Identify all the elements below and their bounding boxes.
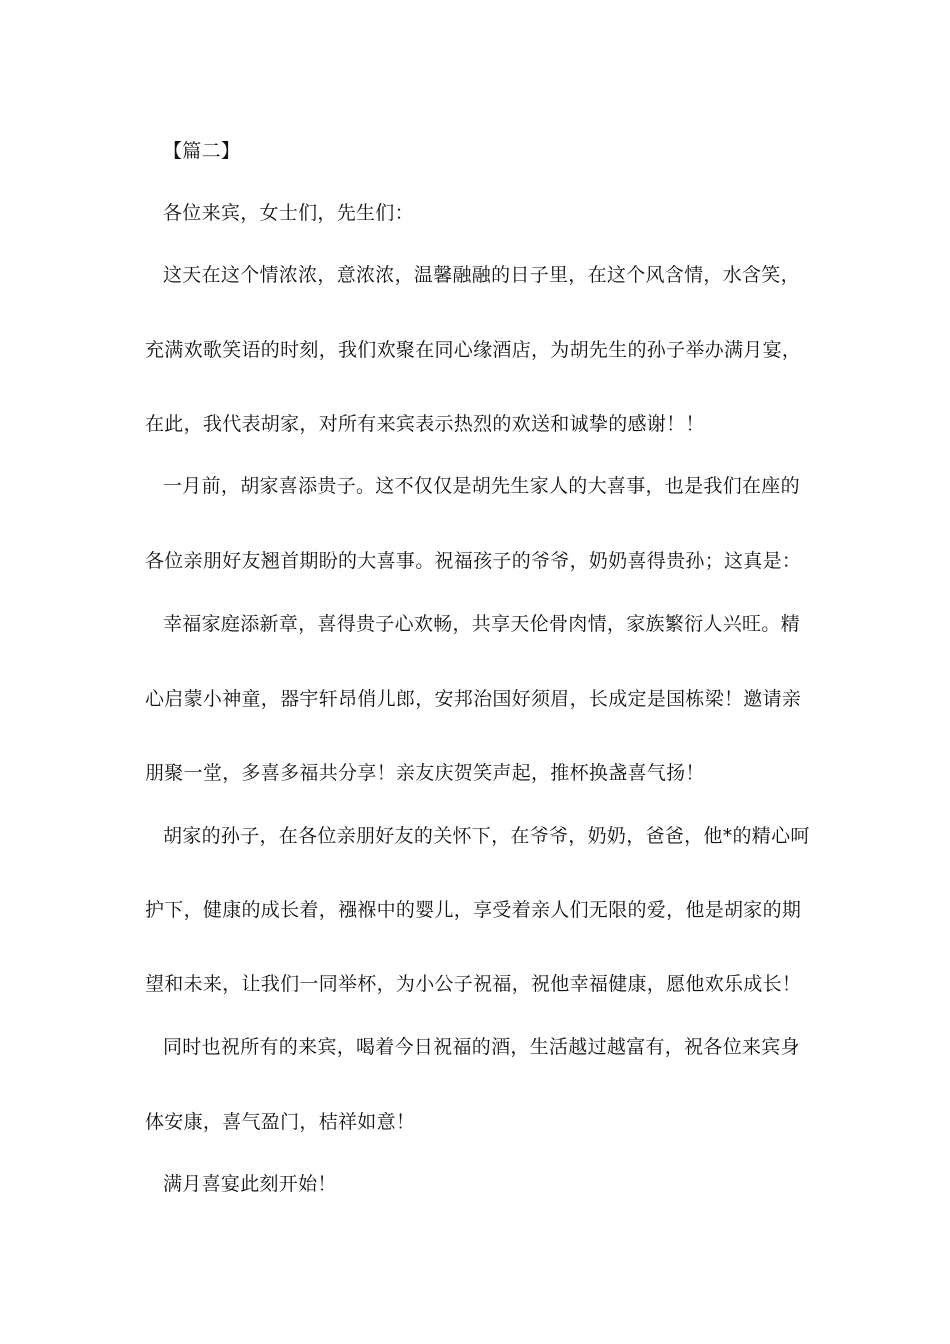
paragraph-line-3: 充满欢歌笑语的时刻，我们欢聚在同心缘酒店，为胡先生的孙子举办满月宴， [145, 339, 802, 361]
paragraph-line-2: 这天在这个情浓浓，意浓浓，温馨融融的日子里，在这个风含情，水含笑， [163, 264, 800, 286]
paragraph-line-13: 同时也祝所有的来宾，喝着今日祝福的酒，生活越过越富有，祝各位来宾身 [163, 1036, 800, 1058]
paragraph-line-8: 心启蒙小神童，器宇轩昂俏儿郎，安邦治国好须眉，长成定是国栋梁！邀请亲 [145, 688, 802, 710]
paragraph-line-7: 幸福家庭添新章，喜得贵子心欢畅，共享天伦骨肉情，家族繁衍人兴旺。精 [163, 613, 800, 635]
paragraph-line-6: 各位亲朋好友翘首期盼的大喜事。祝福孩子的爷爷，奶奶喜得贵孙；这真是： [145, 550, 802, 572]
paragraph-line-12: 望和未来，让我们一同举杯，为小公子祝福，祝他幸福健康，愿他欢乐成长！ [145, 973, 802, 995]
section-heading: 【篇二】 [163, 140, 241, 162]
paragraph-line-10: 胡家的孙子，在各位亲朋好友的关怀下，在爷爷，奶奶，爸爸，他*的精心呵 [163, 825, 810, 847]
paragraph-line-1: 各位来宾，女士们，先生们： [163, 202, 414, 224]
paragraph-line-4: 在此，我代表胡家，对所有来宾表示热烈的欢送和诚挚的感谢！！ [145, 413, 705, 435]
paragraph-line-15: 满月喜宴此刻开始！ [163, 1173, 337, 1195]
paragraph-line-9: 朋聚一堂，多喜多福共分享！亲友庆贺笑声起，推杯换盏喜气扬！ [145, 762, 705, 784]
paragraph-line-11: 护下，健康的成长着，襁褓中的婴儿，享受着亲人们无限的爱，他是胡家的期 [145, 899, 802, 921]
paragraph-line-14: 体安康，喜气盈门，桔祥如意！ [145, 1111, 416, 1133]
paragraph-line-5: 一月前，胡家喜添贵子。这不仅仅是胡先生家人的大喜事，也是我们在座的 [163, 475, 800, 497]
